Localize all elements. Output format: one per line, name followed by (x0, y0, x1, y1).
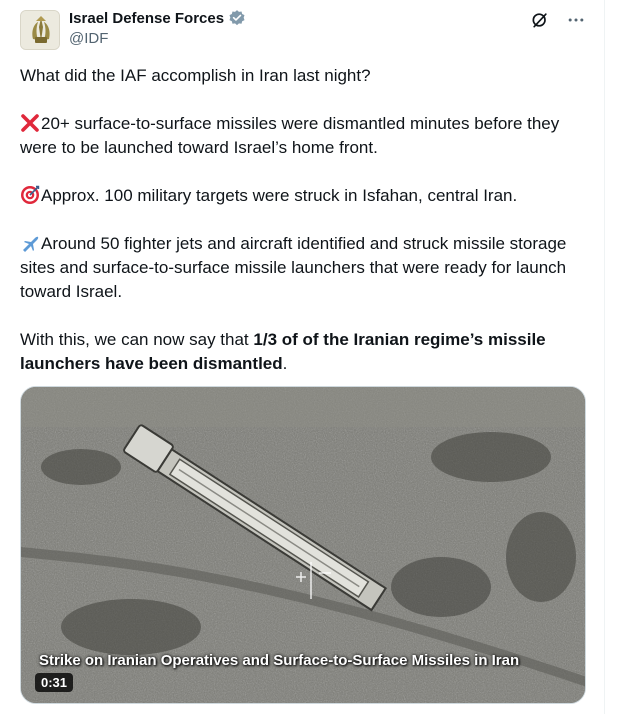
summary-prefix: With this, we can now say that (20, 330, 254, 349)
idf-emblem-icon (21, 11, 60, 50)
jets-text: Around 50 fighter jets and aircraft identified and struck missile storage sites and surface-to-surface missile launchers that were ready for launch toward Israel. (20, 234, 567, 301)
tweet-intro: What did the IAF accomplish in Iran last night? (20, 66, 371, 85)
missiles-text: 20+ surface-to-surface missiles were dismantled minutes before they were to be launched toward Israel’s home front. (20, 114, 560, 157)
video-player[interactable] (20, 386, 586, 704)
direct-hit-emoji-icon (20, 185, 40, 205)
video-duration-badge: 0:31 (35, 673, 73, 692)
author-handle[interactable]: @IDF (69, 30, 109, 47)
author-name-row[interactable] (69, 9, 246, 27)
cross-mark-emoji-icon (20, 113, 40, 133)
tweet-paragraph-jets (20, 232, 585, 304)
video-caption: Strike on Iranian Operatives and Surface-to-Surface Missiles in Iran (39, 652, 520, 669)
more-icon[interactable] (566, 10, 586, 30)
verified-badge-icon (228, 9, 246, 27)
tweet-actions-top (530, 10, 586, 30)
summary-bold: 1/3 of of the Iranian regime’s missile launchers have been dismantled (20, 330, 546, 373)
tweet-paragraph-missiles (20, 112, 585, 160)
author-display-name[interactable]: Israel Defense Forces (69, 9, 225, 27)
airplane-emoji-icon (20, 233, 40, 253)
avatar[interactable] (20, 10, 60, 50)
tweet-paragraph-targets (20, 184, 585, 208)
tweet-text (20, 64, 585, 400)
grok-icon[interactable] (530, 10, 550, 30)
targets-text: Approx. 100 military targets were struck in Isfahan, central Iran. (41, 186, 518, 205)
summary-suffix: . (282, 354, 288, 373)
tweet-paragraph-summary (20, 328, 585, 376)
